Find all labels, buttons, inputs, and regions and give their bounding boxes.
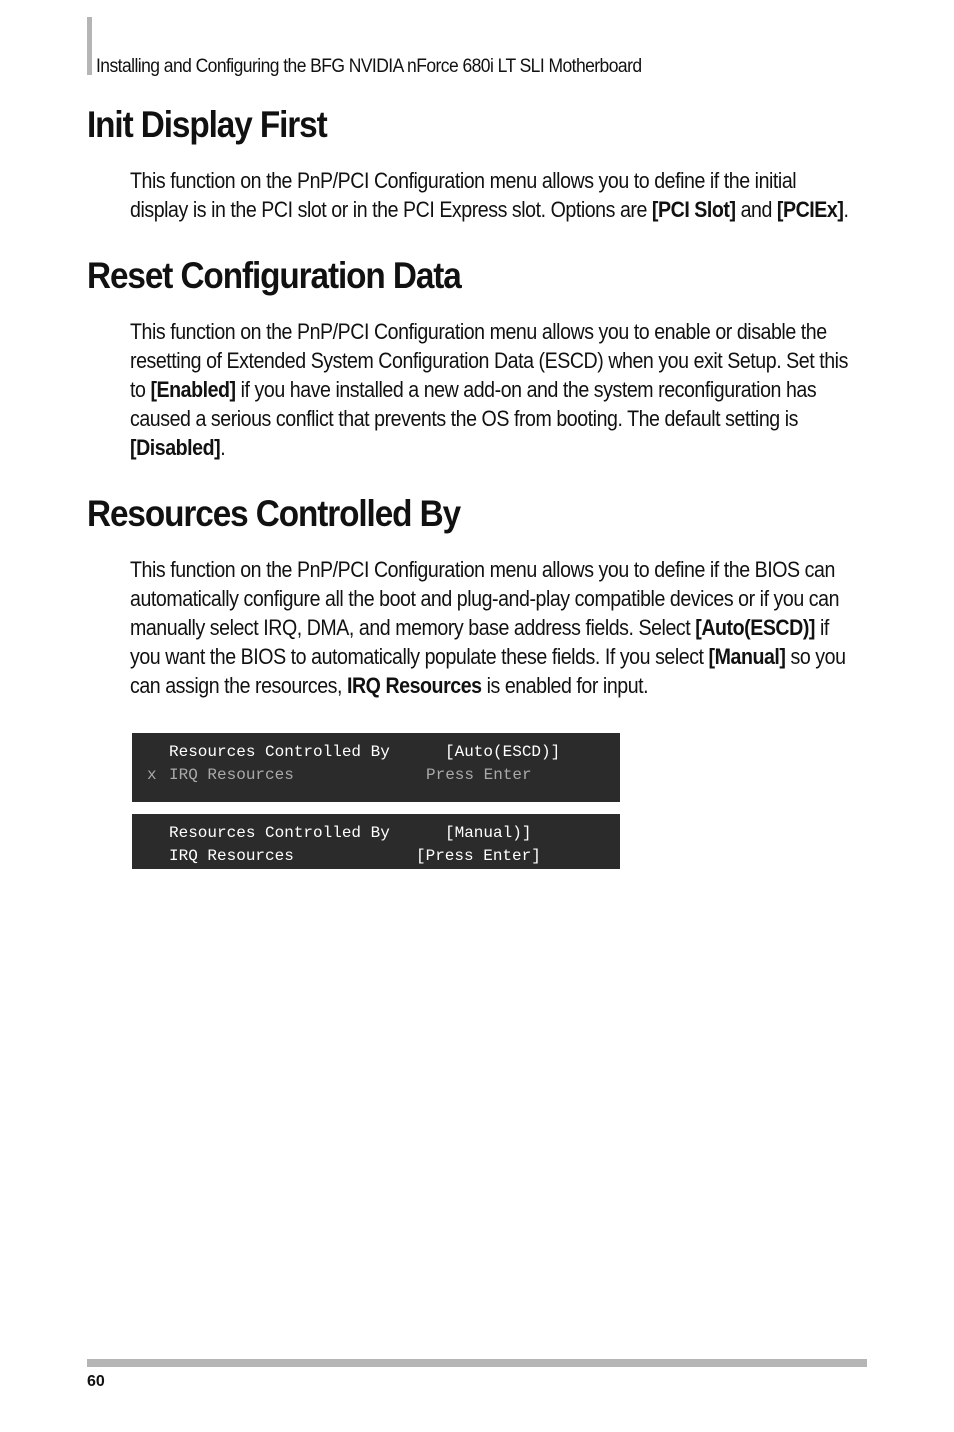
running-header: Installing and Configuring the BFG NVIDIA nForce 680i LT SLI Motherboard (96, 56, 642, 77)
paragraph-text: . (843, 197, 849, 222)
heading-reset-configuration-data: Reset Configuration Data (87, 255, 461, 296)
paragraph-text: . (220, 435, 226, 460)
bios-row (132, 764, 620, 787)
bios-screen-auto (132, 733, 620, 802)
page-number: 60 (87, 1373, 105, 1390)
bold-option-text: [Disabled] (130, 435, 221, 460)
paragraph-text: and (735, 197, 777, 222)
bios-screen-manual (132, 814, 620, 869)
bold-option-text: [Auto(ESCD)] (695, 615, 815, 640)
paragraph-text: This function on the PnP/PCI Configuration menu allows you to define if the BIOS can automatically configure all the boot and plug-and-play compatible devices or if you can manually select IRQ, DMA, and memory base address fields. Select (130, 557, 840, 640)
paragraph-text: This function on the PnP/PCI Configuration menu allows you to enable or disable the resetting of Extended System Configuration Data (ESCD) when you exit Setup. Set this to (130, 319, 848, 402)
bios-row (132, 845, 620, 868)
bold-option-text: [Manual] (708, 644, 786, 669)
heading-init-display-first: Init Display First (87, 104, 327, 145)
bios-row-value: [Press Enter] (416, 847, 541, 865)
bold-option-text: IRQ Resources (346, 673, 482, 698)
bios-row-label: IRQ Resources (169, 766, 294, 784)
paragraph-reset-configuration-data (130, 317, 851, 462)
bios-row (132, 822, 620, 845)
bios-row-label: IRQ Resources (169, 847, 294, 865)
bios-row (132, 741, 620, 764)
paragraph-text: is enabled for input. (481, 673, 649, 698)
paragraph-text: This function on the PnP/PCI Configuration menu allows you to define if the initial display is in the PCI slot or in the PCI Express slot. Options are (130, 168, 797, 222)
bios-row-marker: x (147, 766, 157, 784)
bios-row-value: Press Enter (426, 766, 532, 784)
bios-row-marker (147, 845, 157, 868)
bold-option-text: [PCI Slot] (651, 197, 736, 222)
bold-option-text: [Enabled] (150, 377, 236, 402)
paragraph-text: if you want the BIOS to automatically populate these fields. If you select (130, 615, 829, 669)
heading-resources-controlled-by: Resources Controlled By (87, 493, 461, 534)
bold-option-text: [PCIEx] (776, 197, 844, 222)
footer-rule (87, 1359, 867, 1367)
paragraph-text: if you have installed a new add-on and the system reconfiguration has caused a serious conflict that prevents the OS from booting. The default setting is (130, 377, 817, 431)
paragraph-text: so you can assign the resources, (130, 644, 846, 698)
header-bar (87, 17, 92, 75)
bios-row-label: Resources Controlled By (169, 824, 390, 842)
bios-row-value: [Auto(ESCD)] (445, 743, 561, 761)
paragraph-resources-controlled-by (130, 555, 851, 700)
bios-row-label: Resources Controlled By (169, 743, 390, 761)
bios-row-marker (147, 741, 157, 764)
paragraph-init-display-first (130, 166, 851, 224)
bios-row-marker (147, 822, 157, 845)
bios-row-value: [Manual)] (445, 824, 532, 842)
